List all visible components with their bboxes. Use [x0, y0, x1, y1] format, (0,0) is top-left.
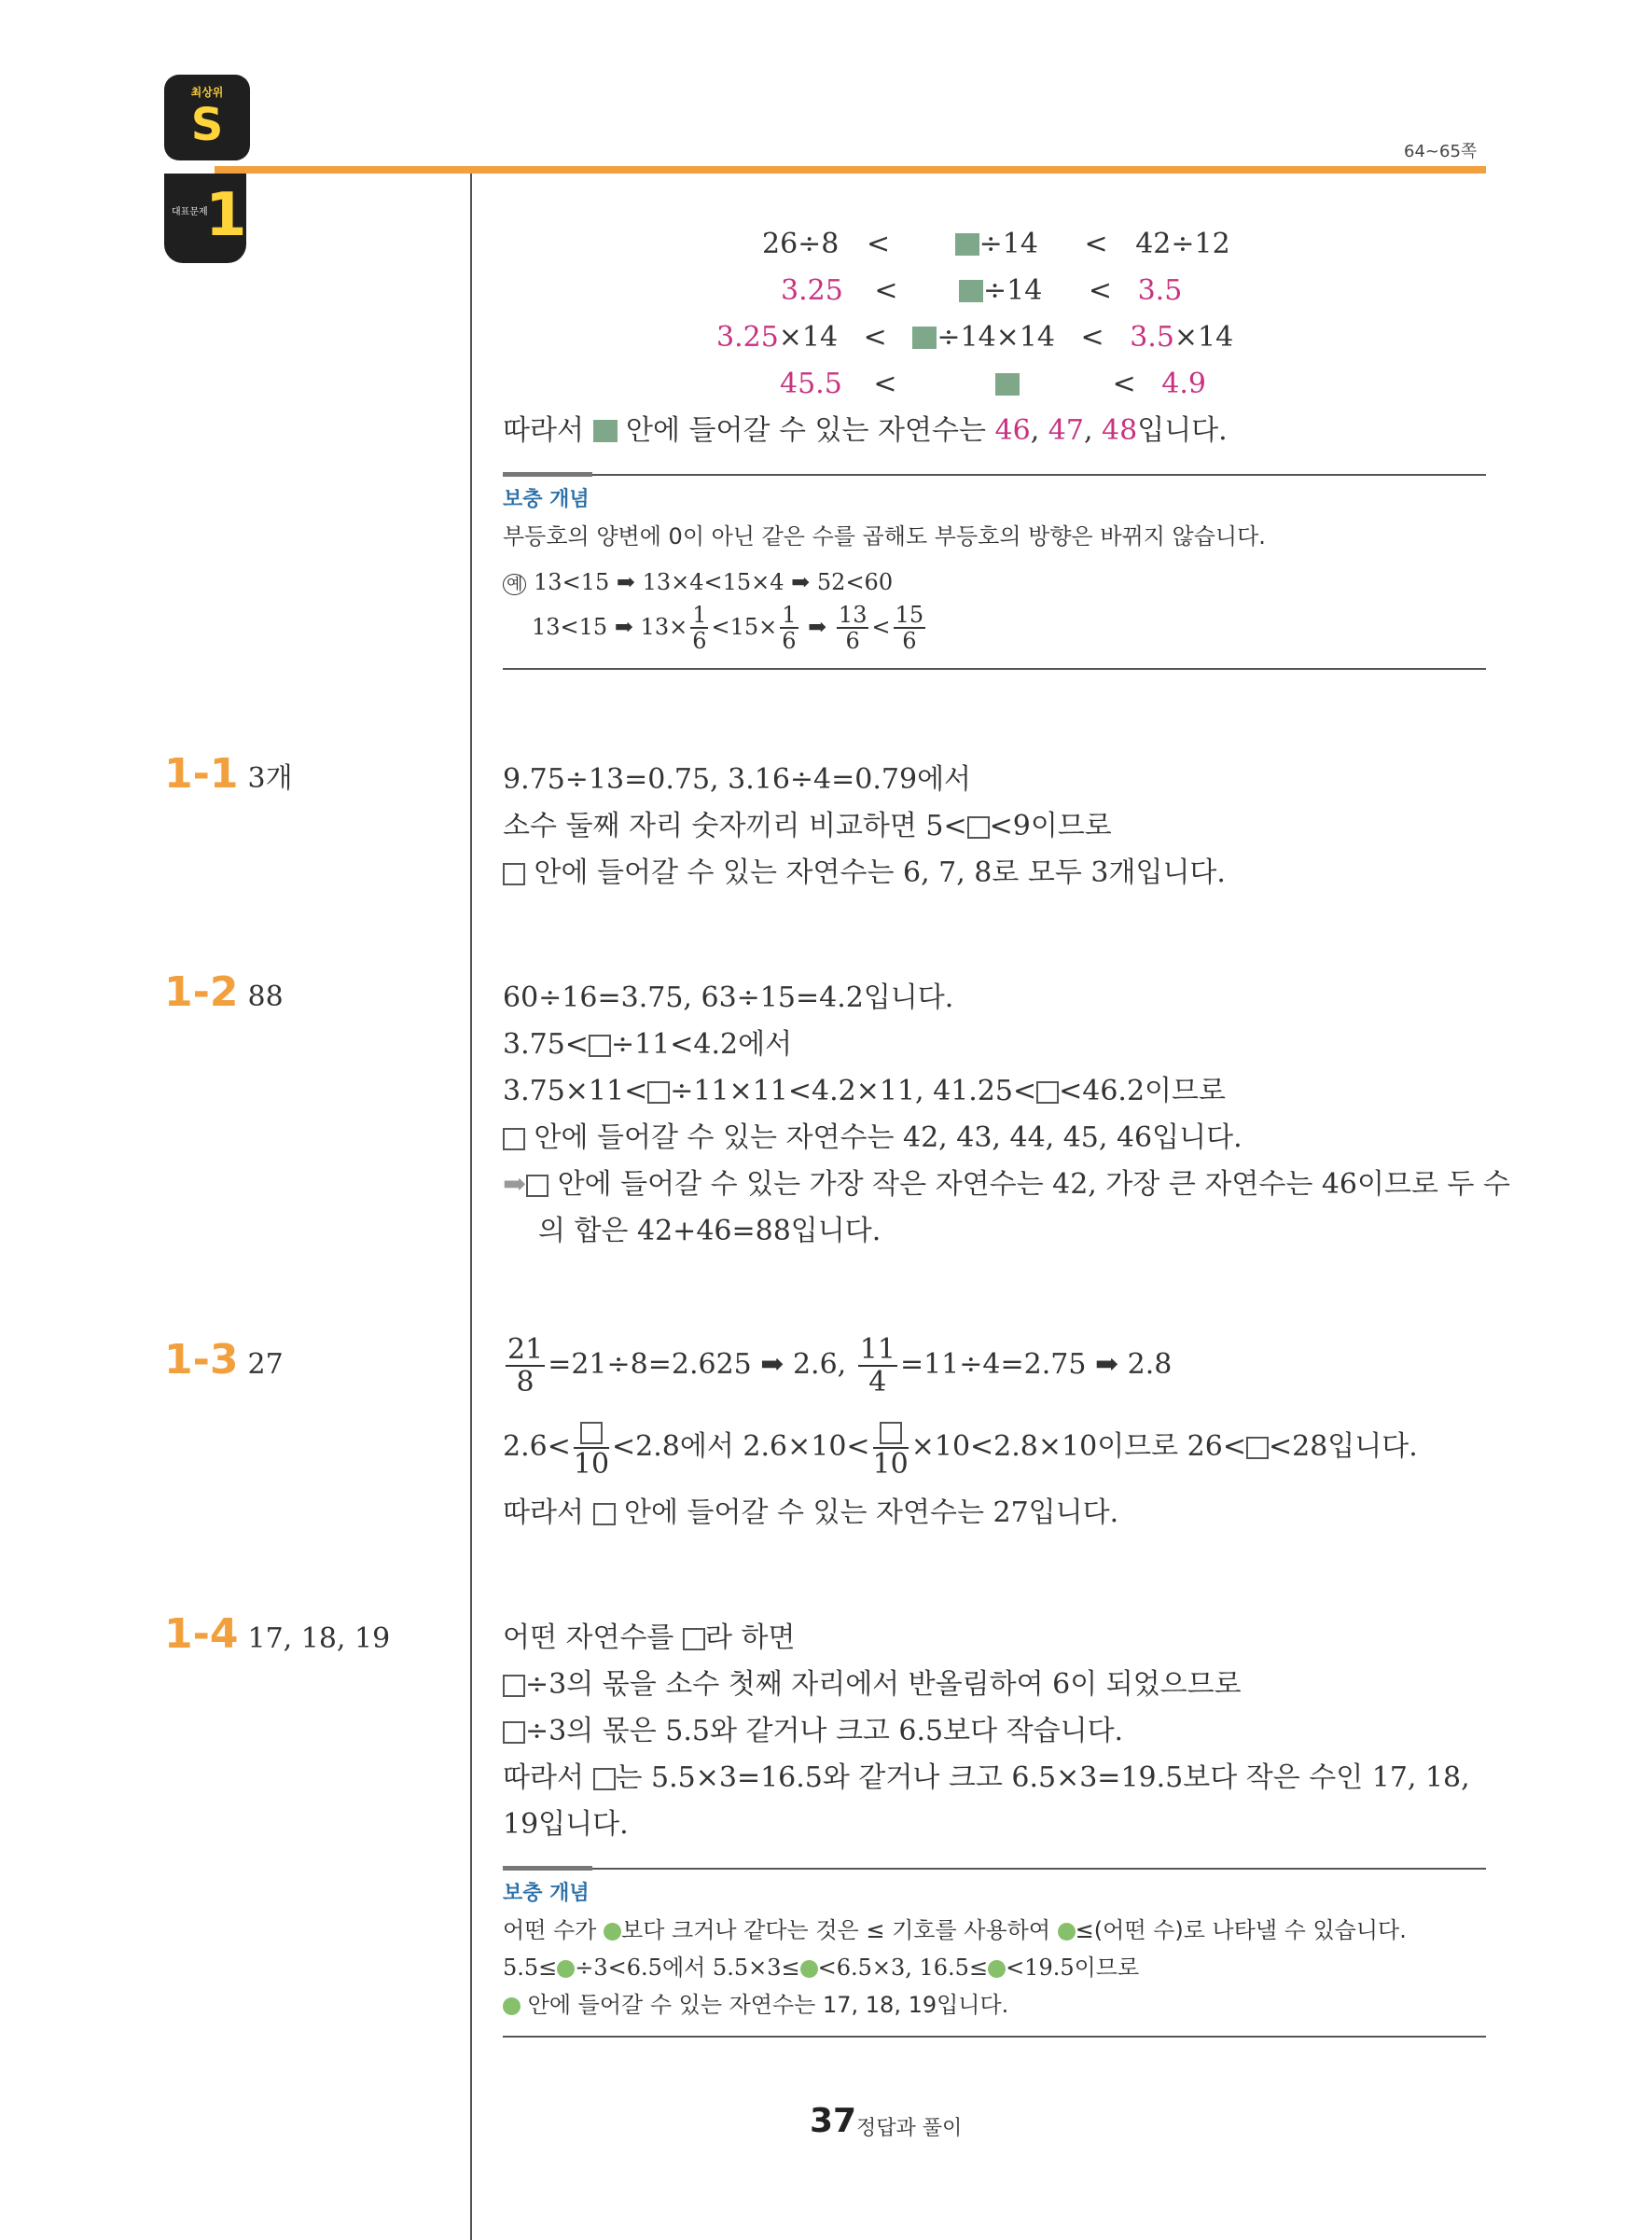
- q11-line-2: [503, 806, 1112, 847]
- expr: 42÷12: [1135, 228, 1230, 260]
- question-label: 1-4: [164, 1610, 239, 1658]
- derivation-row-4: [780, 364, 1206, 405]
- green-square: [912, 327, 937, 349]
- green-square: [955, 233, 979, 256]
- section-tab-number: 1: [205, 181, 247, 250]
- fraction: [858, 1334, 897, 1398]
- derivation-row-3: [716, 317, 1233, 358]
- text: <2.8에서 2.6×10<: [612, 1430, 870, 1463]
- q14-line-3: [503, 1711, 1123, 1752]
- numerator: 21: [507, 1333, 544, 1366]
- concept-example-1: [503, 564, 893, 603]
- numerator: 11: [859, 1333, 895, 1366]
- text: 는 5.5×3=16.5와 같거나 크고 6.5×3=19.5보다 작은 수인 17, 18,: [615, 1761, 1470, 1794]
- blank-box: [880, 1422, 902, 1444]
- brand-logo: [164, 75, 250, 160]
- expr: ÷14: [979, 228, 1038, 260]
- expr-highlight: 3.25: [781, 274, 843, 307]
- text: ÷3의 몫은 5.5와 같거나 크고 6.5보다 작습니다.: [525, 1715, 1124, 1747]
- denominator: 10: [573, 1448, 610, 1481]
- q12-line-2: [503, 1024, 792, 1065]
- q11-line-1: 9.75÷13=0.75, 3.16÷4=0.79에서: [503, 763, 972, 796]
- lt-sign: <: [1088, 274, 1113, 307]
- derivation-row-1: [762, 224, 1230, 265]
- green-dot: [988, 1960, 1006, 1978]
- denominator: 8: [516, 1366, 534, 1398]
- text: ÷11×11<4.2×11, 41.25<: [670, 1075, 1037, 1107]
- expr-highlight: 3.25: [716, 321, 779, 354]
- answer-number: 48: [1102, 414, 1138, 447]
- denominator: 6: [782, 628, 797, 655]
- lt-sign: <: [863, 321, 887, 354]
- expr: 26÷8: [762, 228, 840, 260]
- expr-highlight: 45.5: [780, 368, 842, 400]
- text: 2.6<: [503, 1430, 571, 1463]
- fraction: [780, 603, 798, 654]
- derivation-conclusion: [503, 410, 1228, 452]
- blank-box: [503, 863, 525, 885]
- logo-letter: S: [190, 99, 224, 151]
- example-mark: 예: [503, 574, 526, 595]
- q13-line-3: [503, 1493, 1118, 1534]
- expr: ÷14×14: [937, 321, 1055, 354]
- text: <46.2이므로: [1059, 1075, 1226, 1107]
- question-answer: 3개: [247, 762, 293, 795]
- fraction: [873, 1416, 909, 1480]
- lt-sign: <: [1112, 368, 1136, 400]
- blank-box: [503, 1675, 525, 1697]
- fraction: [837, 603, 869, 654]
- q12-line-4: [503, 1118, 1242, 1159]
- logo-top-text: 최상위: [190, 86, 224, 99]
- q13-line-2: [503, 1416, 1418, 1480]
- text: <19.5이므로: [1006, 1955, 1140, 1981]
- arrow: ➡: [503, 1168, 527, 1201]
- numerator: 13: [838, 602, 868, 628]
- lt-sign: <: [866, 228, 891, 260]
- blank-box: [593, 1503, 616, 1525]
- lt-sign: <: [874, 274, 898, 307]
- text: 따라서: [503, 1496, 584, 1529]
- text: 5.5≤: [503, 1955, 558, 1981]
- text: 따라서: [503, 1761, 584, 1794]
- expr-highlight: 3.5: [1137, 274, 1183, 307]
- text: 안에 들어갈 수 있는 자연수는 27입니다.: [624, 1496, 1119, 1529]
- q12-line-5: [503, 1164, 1510, 1205]
- header-rule: [215, 166, 1486, 174]
- text: 안에 들어갈 수 있는 자연수는 17, 18, 19입니다.: [527, 1992, 1009, 2018]
- green-dot: [557, 1960, 575, 1978]
- blank-box: [647, 1081, 670, 1104]
- denominator: 6: [902, 628, 917, 655]
- denominator: 6: [692, 628, 707, 655]
- green-square: [995, 373, 1020, 396]
- blank-box: [683, 1628, 705, 1650]
- concept-line-1: [503, 1913, 1407, 1948]
- blank-box: [967, 816, 990, 839]
- lt-sign: <: [1084, 228, 1108, 260]
- concept-box-top-rule: [503, 1868, 1486, 1870]
- expr: ×14: [1173, 321, 1234, 354]
- separator: ,: [1030, 414, 1048, 447]
- answer-number: 46: [994, 414, 1031, 447]
- text: 안에 들어갈 수 있는 자연수는 6, 7, 8로 모두 3개입니다.: [534, 856, 1226, 889]
- blank-box: [580, 1422, 603, 1444]
- denominator: 10: [872, 1448, 909, 1481]
- expr: ×14: [778, 321, 839, 354]
- text: 안에 들어갈 수 있는 가장 작은 자연수는 42, 가장 큰 자연수는 46이므로 두 수: [557, 1168, 1510, 1201]
- numerator: [873, 1416, 909, 1449]
- question-1-3-header: [164, 1336, 284, 1384]
- expr-highlight: 4.9: [1161, 368, 1206, 400]
- blank-box: [589, 1035, 611, 1057]
- q12-line-1: 60÷16=3.75, 63÷15=4.2입니다.: [503, 981, 954, 1014]
- lt-sign: <: [873, 368, 897, 400]
- fraction: [506, 1334, 545, 1398]
- section-tab-label: 대표문제: [172, 207, 208, 217]
- text: 3.75<: [503, 1028, 589, 1061]
- text: <28입니다.: [1269, 1430, 1418, 1463]
- text: ÷3의 몫을 소수 첫째 자리에서 반올림하여 6이 되었으므로: [525, 1668, 1242, 1701]
- q14-line-2: [503, 1664, 1242, 1705]
- concept-line-3: [503, 1987, 1008, 2023]
- concept-box-bottom-rule: [503, 2036, 1486, 2038]
- lt-sign: <: [1080, 321, 1104, 354]
- concept-title: 보충 개념: [503, 488, 590, 511]
- blank-box: [503, 1128, 525, 1150]
- page-number: 37: [810, 2102, 857, 2140]
- text: 안에 들어갈 수 있는 자연수는 42, 43, 44, 45, 46입니다.: [534, 1121, 1242, 1154]
- q12-line-3: [503, 1071, 1226, 1112]
- concept-box-bottom-rule: [503, 668, 1486, 670]
- q12-line-6: 의 합은 42+46=88입니다.: [538, 1215, 882, 1247]
- green-dot: [1058, 1923, 1076, 1941]
- text: 보다 크거나 같다는 것은 ≤ 기호를 사용하여: [621, 1917, 1051, 1943]
- text: =21÷8=2.625 ➡ 2.6,: [548, 1348, 847, 1381]
- question-1-4-header: [164, 1610, 390, 1658]
- arrow: ➡: [808, 613, 827, 640]
- numerator: 1: [692, 602, 707, 628]
- section-tab: [164, 174, 246, 263]
- footer-label: 정답과 풀이: [856, 2117, 963, 2140]
- expr: ÷14: [983, 274, 1043, 307]
- text: <9이므로: [989, 810, 1112, 842]
- concept-box-top-rule: [503, 474, 1486, 476]
- green-dot: [800, 1960, 818, 1978]
- text: 따라서: [503, 414, 584, 447]
- question-answer: 27: [247, 1348, 284, 1381]
- denominator: 6: [845, 628, 860, 655]
- page-reference: 64~65쪽: [1404, 142, 1478, 161]
- question-label: 1-2: [164, 968, 239, 1016]
- separator: ,: [1083, 414, 1103, 447]
- example-text: 13<15 ➡ 13×4<15×4 ➡ 52<60: [534, 569, 894, 595]
- column-divider: [470, 174, 472, 2240]
- text: 3.75×11<: [503, 1075, 648, 1107]
- question-label: 1-3: [164, 1336, 239, 1384]
- fraction: [894, 603, 926, 654]
- green-square: [959, 280, 983, 302]
- fraction: [574, 1416, 609, 1480]
- blank-box: [593, 1768, 616, 1790]
- fraction: [690, 603, 708, 654]
- green-dot: [604, 1923, 621, 1941]
- denominator: 4: [868, 1366, 887, 1398]
- question-answer: 88: [247, 981, 284, 1013]
- concept-example-2: [532, 603, 928, 654]
- expr-highlight: 3.5: [1130, 321, 1174, 354]
- concept-text: 부등호의 양변에 0이 아닌 같은 수를 곱해도 부등호의 방향은 바뀌지 않습니다.: [503, 523, 1266, 550]
- concept-title: 보충 개념: [503, 1882, 590, 1905]
- text: ÷3<6.5에서 5.5×3≤: [575, 1955, 800, 1981]
- concept-box-rule-accent: [503, 472, 592, 477]
- question-answer: 17, 18, 19: [247, 1622, 391, 1655]
- text: 소수 둘째 자리 숫자끼리 비교하면 5<: [503, 810, 967, 842]
- q13-line-1: [503, 1334, 1172, 1398]
- example-text: 13<15 ➡ 13×: [532, 613, 688, 640]
- green-square: [593, 420, 618, 442]
- text: ×10<2.8×10이므로 26<: [910, 1430, 1246, 1463]
- numerator: 15: [895, 602, 924, 628]
- numerator: [574, 1416, 609, 1449]
- question-1-2-header: [164, 968, 284, 1016]
- text: <6.5×3, 16.5≤: [817, 1955, 989, 1981]
- question-label: 1-1: [164, 750, 239, 798]
- blank-box: [526, 1175, 548, 1197]
- q11-line-3: [503, 853, 1226, 894]
- concept-box-rule-accent: [503, 1866, 592, 1871]
- q14-line-4: [503, 1758, 1470, 1799]
- text: 입니다.: [1137, 414, 1228, 447]
- text: ÷11<4.2에서: [610, 1028, 793, 1061]
- text: 안에 들어갈 수 있는 자연수는: [626, 414, 986, 447]
- text: 어떤 자연수를: [503, 1621, 674, 1654]
- answer-number: 47: [1048, 414, 1084, 447]
- text: 어떤 수가: [503, 1917, 597, 1943]
- derivation-row-2: [781, 271, 1182, 312]
- text: ≤(어떤 수)로 나타낼 수 있습니다.: [1075, 1917, 1407, 1943]
- numerator: 1: [782, 602, 797, 628]
- text: 라 하면: [704, 1621, 796, 1654]
- blank-box: [1036, 1081, 1059, 1104]
- question-1-1-header: [164, 750, 293, 798]
- q14-line-1: [503, 1618, 795, 1659]
- concept-line-2: [503, 1950, 1139, 1985]
- blank-box: [1246, 1437, 1269, 1459]
- text: =11÷4=2.75 ➡ 2.8: [899, 1348, 1173, 1381]
- lt-sign: <: [871, 613, 891, 640]
- green-dot: [503, 1997, 521, 2015]
- q14-line-5: 19입니다.: [503, 1808, 629, 1841]
- example-text: <15×: [711, 613, 778, 640]
- blank-box: [503, 1721, 525, 1744]
